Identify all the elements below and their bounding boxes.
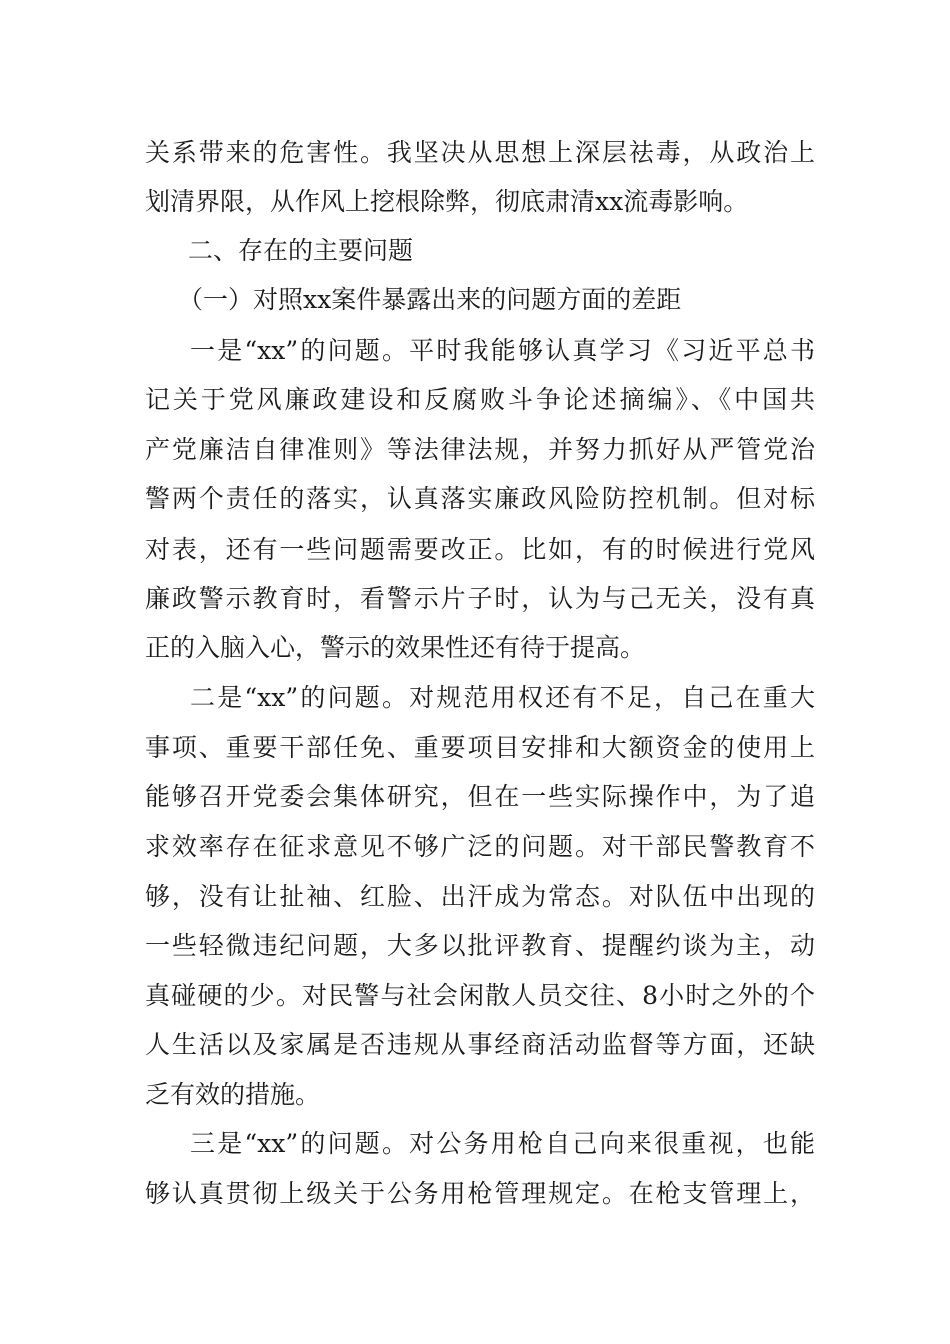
text-line: 对表，还有一些问题需要改正。比如，有的时候进行党风 xyxy=(145,535,815,564)
text-line: 产党廉洁自律准则》等法律法规，并努力抓好从严管党治 xyxy=(145,435,815,464)
text-line: 记关于党风廉政建设和反腐败斗争论述摘编》、《中国共 xyxy=(145,385,815,414)
section-heading: 二、存在的主要问题 xyxy=(188,236,414,265)
text-line: 能够召开党委会集体研究，但在一些实际操作中，为了追 xyxy=(145,782,815,811)
text-line: 人生活以及家属是否违规从事经商活动监督等方面，还缺 xyxy=(145,1030,815,1059)
subsection-heading: （一）对照xx案件暴露出来的问题方面的差距 xyxy=(178,285,682,314)
text-line: 一些轻微违纪问题，大多以批评教育、提醒约谈为主，动 xyxy=(145,931,815,960)
text-line: 事项、重要干部任免、重要项目安排和大额资金的使用上 xyxy=(145,733,815,762)
text-line: 二是“xx”的问题。对规范用权还有不足，自己在重大 xyxy=(190,683,815,712)
text-line: 划清界限，从作风上挖根除弊，彻底肃清xx流毒影响。 xyxy=(145,187,749,216)
text-line: 真碰硬的少。对民警与社会闲散人员交往、8小时之外的个 xyxy=(145,981,815,1010)
text-line: 够，没有让扯袖、红脸、出汗成为常态。对队伍中出现的 xyxy=(145,882,815,911)
text-line: 正的入脑入心，警示的效果性还有待于提高。 xyxy=(145,633,646,662)
text-line: 三是“xx”的问题。对公务用枪自己向来很重视，也能 xyxy=(190,1129,815,1158)
text-line: 求效率存在征求意见不够广泛的问题。对干部民警教育不 xyxy=(145,832,815,861)
text-line: 一是“xx”的问题。平时我能够认真学习《习近平总书 xyxy=(190,336,815,365)
text-line: 关系带来的危害性。我坚决从思想上深层祛毒，从政治上 xyxy=(145,138,815,167)
text-line: 够认真贯彻上级关于公务用枪管理规定。在枪支管理上， xyxy=(145,1179,815,1208)
text-line: 乏有效的措施。 xyxy=(145,1080,321,1109)
text-line: 警两个责任的落实，认真落实廉政风险防控机制。但对标 xyxy=(145,484,815,513)
text-line: 廉政警示教育时，看警示片子时，认为与己无关，没有真 xyxy=(145,584,815,613)
